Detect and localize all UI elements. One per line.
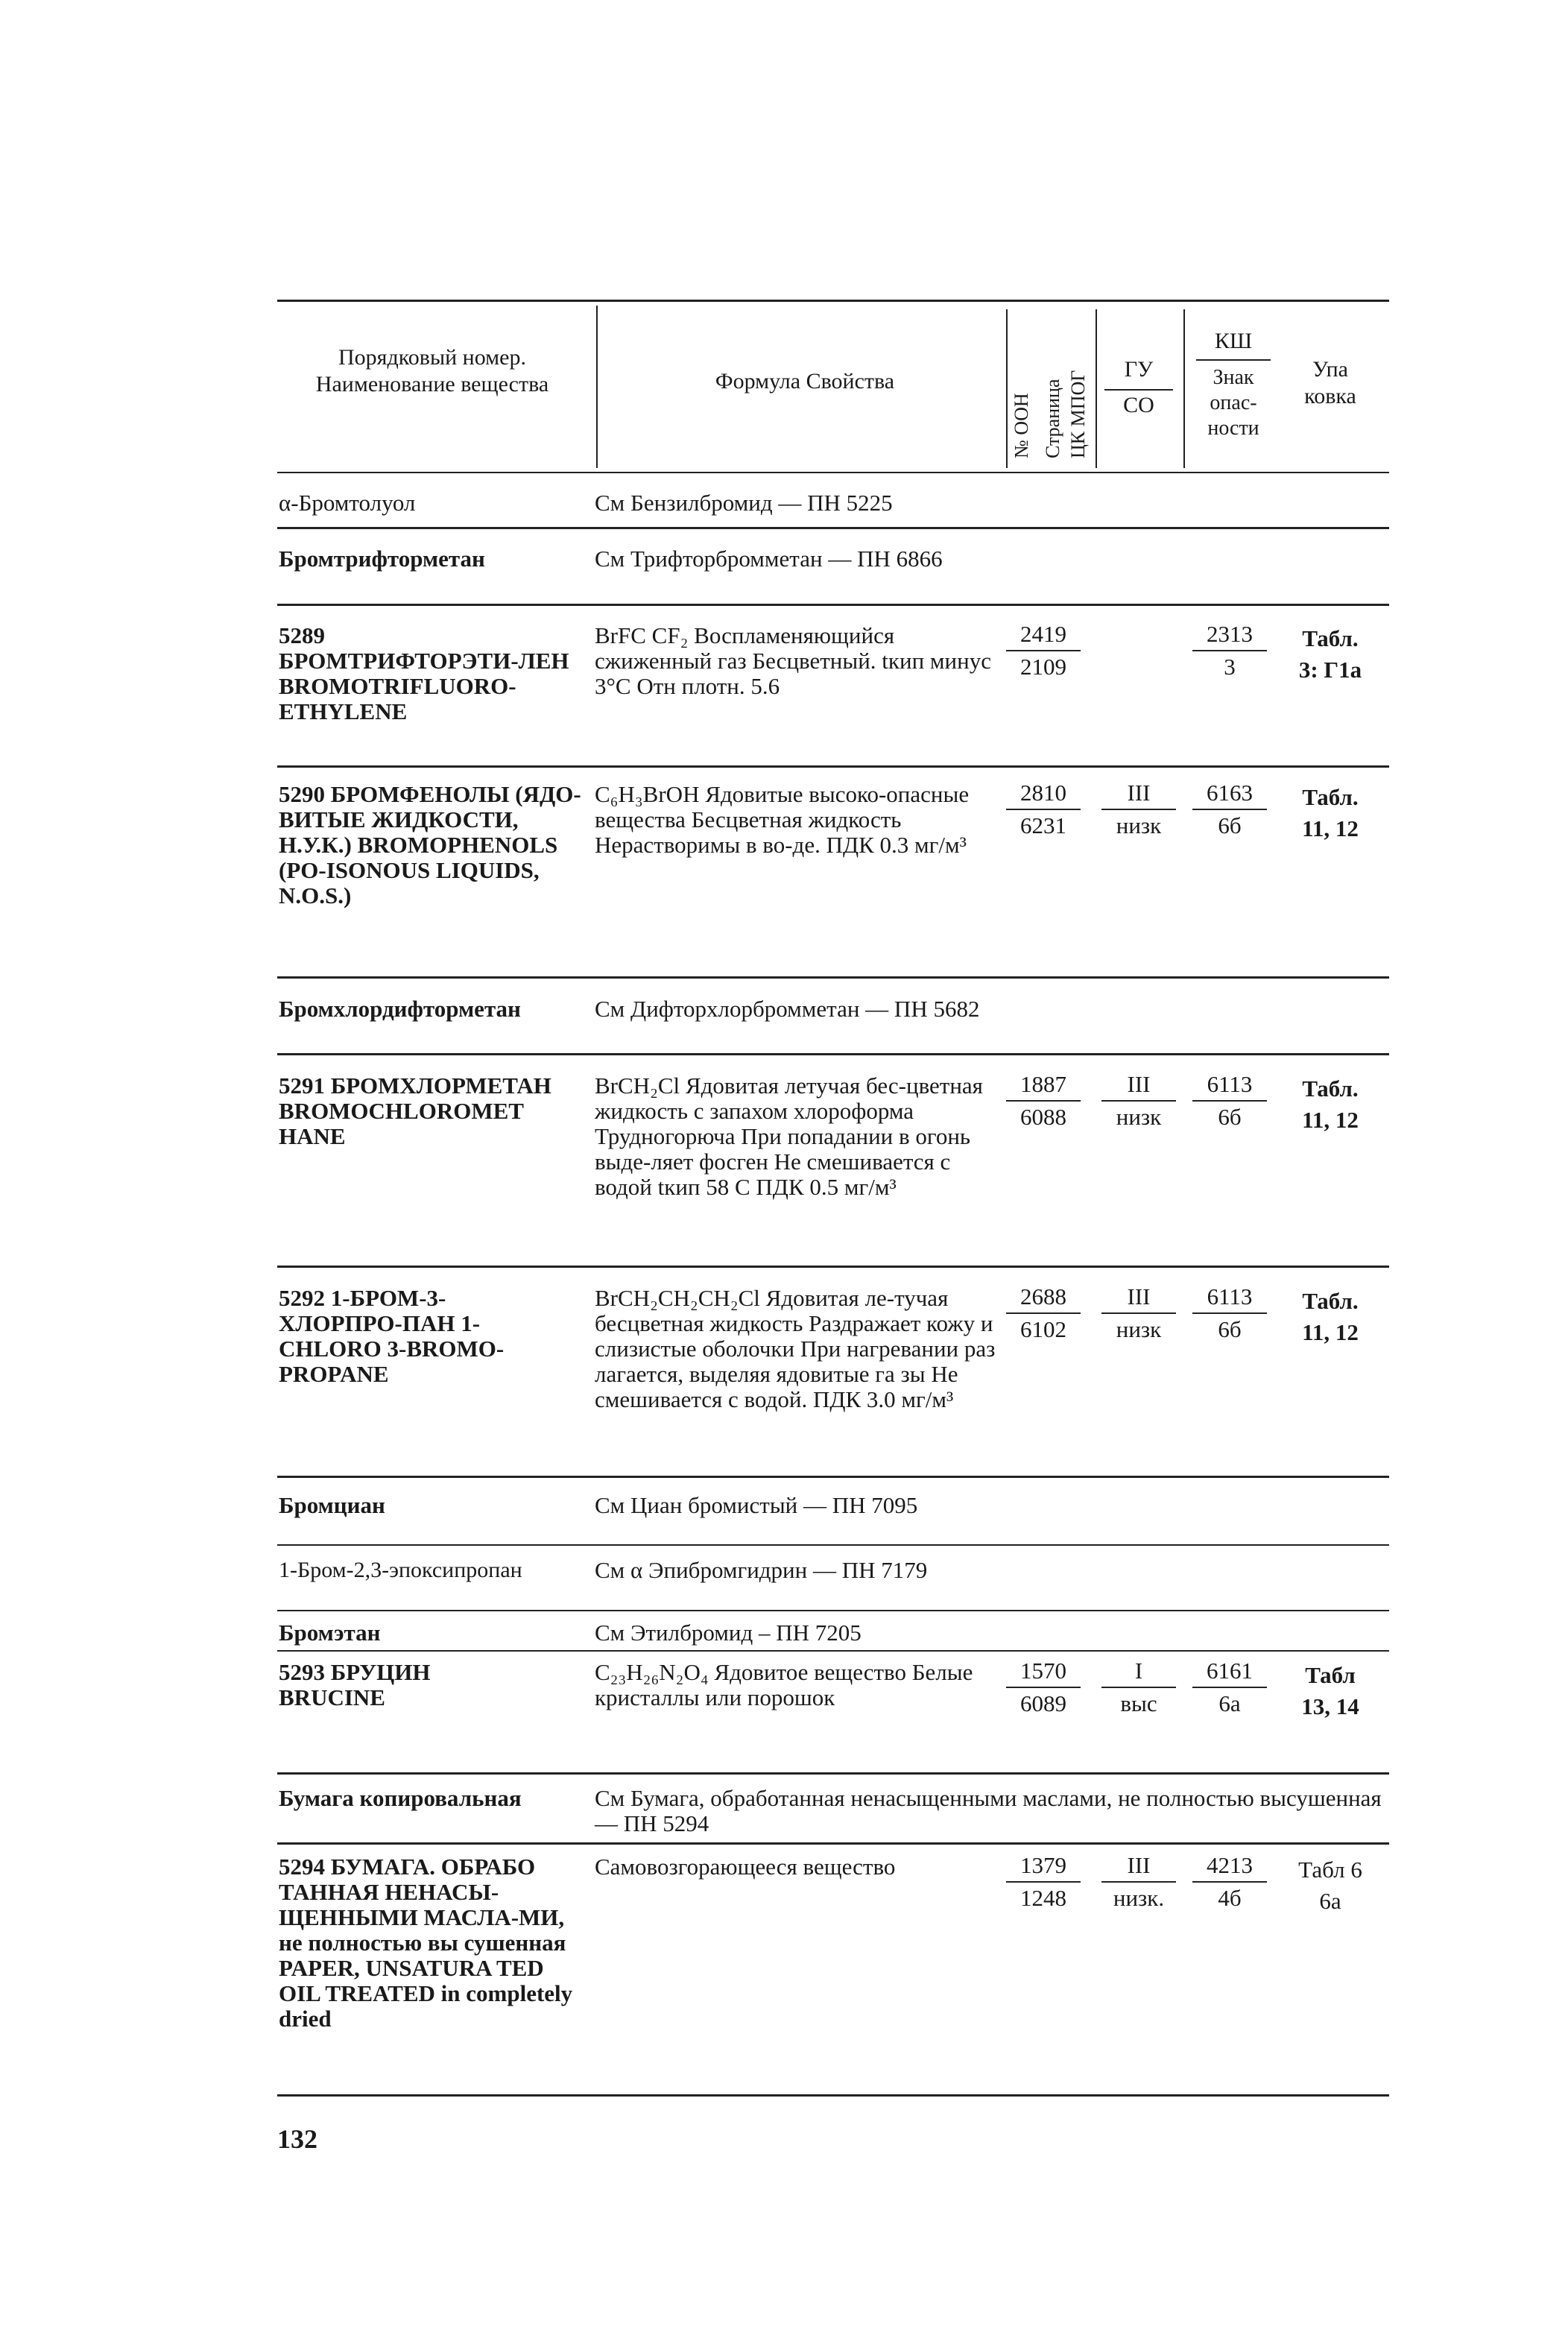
page-number: 6102 — [1020, 1316, 1066, 1342]
header-packaging: Упа ковка — [1304, 357, 1356, 408]
header-number-name: Порядковый номер. Наименование вещества — [315, 345, 549, 396]
row-name: Бумага копировальная — [279, 1785, 522, 1811]
row-properties: См Бумага, обработанная ненасыщенными маслами, не полностью высушенная — ПН 5294 — [595, 1785, 1382, 1836]
header-co: СО — [1123, 393, 1154, 417]
header-formula-properties: Формула Свойства — [715, 369, 895, 394]
ksh-sign — [1192, 1283, 1267, 1344]
row-name: 5290 БРОМФЕНОЛЫ (ЯДО-ВИТЫЕ ЖИДКОСТИ, Н.У.К.) BROMOPHENOLS (PO-ISONOUS LIQUIDS, N.O.S.) — [279, 781, 581, 909]
page-number: 1248 — [1020, 1885, 1066, 1911]
un-number: 1570 — [1006, 1657, 1081, 1688]
row-name: α-Бромтолуол — [279, 490, 416, 516]
un-page-number — [1006, 1283, 1081, 1344]
header-ksh-divider — [1196, 359, 1271, 361]
row-name: 5289 БРОМТРИФТОРЭТИ-ЛЕН BROMOTRIFLUORO-ETHYLENE — [279, 622, 569, 724]
packaging: Табл 13, 14 — [1301, 1662, 1359, 1719]
gu-value: I — [1101, 1657, 1176, 1688]
ksh-sign — [1192, 620, 1267, 681]
row-properties: См Дифторхлорбромметан — ПН 5682 — [595, 996, 980, 1022]
row-name: Бромэтан — [279, 1620, 381, 1646]
gu-value: III — [1101, 1851, 1176, 1883]
ksh-sign — [1192, 1851, 1267, 1912]
page-number: 6088 — [1020, 1104, 1066, 1130]
un-number: 2810 — [1006, 779, 1081, 810]
row-properties: См Циан бромистый — ПН 7095 — [595, 1492, 918, 1518]
packaging: Табл. 11, 12 — [1302, 1288, 1359, 1345]
un-number: 1887 — [1006, 1070, 1081, 1102]
row-name: 5291 БРОМХЛОРМЕТАН BROMOCHLOROMET HANE — [279, 1072, 551, 1149]
row-properties: BrCH₂CH₂CH₂Cl Ядовитая ле-тучая бесцветная жидкость Раздражает кожу и слизистые оболочки При нагревании раз лагается, выделяя ядовитые га зы Не смешивается с водой. ПДК 3.0 мг/м³ — [595, 1285, 996, 1412]
row-name: 1-Бром-2,3-эпоксипропан — [279, 1558, 522, 1582]
header-ksh: КШ — [1214, 329, 1253, 353]
gu-co — [1101, 1283, 1176, 1344]
danger-sign: 4б — [1218, 1885, 1242, 1911]
danger-sign: 6б — [1218, 1316, 1242, 1342]
row-name: Бромхлордифторметан — [279, 996, 521, 1022]
un-page-number — [1006, 620, 1081, 681]
co-value: низк — [1116, 812, 1162, 838]
co-value: выс — [1120, 1690, 1157, 1716]
row-properties: Самовозгорающееся вещество — [595, 1854, 896, 1880]
co-value: низк — [1116, 1104, 1162, 1130]
header-un-number: № ООН — [1011, 393, 1032, 458]
ksh-code: 6161 — [1192, 1657, 1267, 1688]
gu-co — [1101, 779, 1176, 840]
un-page-number — [1006, 779, 1081, 840]
row-properties: См Трифторбромметан — ПН 6866 — [595, 546, 943, 572]
gu-value: III — [1101, 1070, 1176, 1102]
header-sign: Знак опас-ности — [1207, 366, 1259, 440]
gu-co — [1101, 1851, 1176, 1912]
packaging: Табл 6 6а — [1298, 1857, 1362, 1914]
un-number: 2419 — [1006, 620, 1081, 651]
row-name: Бромциан — [279, 1492, 385, 1518]
row-name: 5294 БУМАГА. ОБРАБО ТАННАЯ НЕНАСЫ-ЩЕННЫМИ МАСЛА-МИ, не полностью вы сушенная PAPER, UNSATURA TED OIL TREATED in completely dried — [279, 1854, 573, 2032]
header-gu: ГУ — [1124, 357, 1154, 382]
gu-co — [1101, 1657, 1176, 1718]
row-properties: См α Эпибромгидрин — ПН 7179 — [595, 1557, 928, 1583]
row-properties: См Этилбромид – ПН 7205 — [595, 1620, 862, 1646]
page-number: 6231 — [1020, 812, 1066, 838]
gu-value: III — [1101, 1283, 1176, 1314]
gu-co — [1101, 1070, 1176, 1131]
packaging: Табл. 11, 12 — [1302, 784, 1359, 841]
co-value: низк. — [1113, 1885, 1165, 1911]
danger-sign: 6б — [1218, 1104, 1242, 1130]
un-page-number — [1006, 1657, 1081, 1718]
row-properties: BrCH₂Cl Ядовитая летучая бес-цветная жидкость с запахом хлороформа Трудногорюча При попадании в огонь выде-ляет фосген Не смешивается с водой tкип 58 С ПДК 0.5 мг/м³ — [595, 1072, 983, 1200]
ksh-sign — [1192, 1657, 1267, 1718]
danger-sign: 3 — [1224, 654, 1236, 680]
row-properties: C₆H₃BrOH Ядовитые высоко-опасные вещества Бесцветная жидкость Нерастворимы в во-де. ПДК 0.3 мг/м³ — [595, 781, 970, 858]
danger-sign: 6а — [1218, 1690, 1241, 1716]
ksh-code: 6113 — [1192, 1283, 1267, 1314]
page-number: 2109 — [1020, 654, 1066, 680]
page-number: 6089 — [1020, 1690, 1066, 1716]
page-number: 132 — [277, 2124, 317, 2154]
row-properties: BrFC CF₂ Воспламеняющийся сжиженный газ Бесцветный. tкип минус 3°С Отн плотн. 5.6 — [595, 622, 991, 699]
danger-sign: 6б — [1218, 812, 1242, 838]
row-name: 5293 БРУЦИН BRUCINE — [279, 1659, 431, 1710]
ksh-code: 6163 — [1192, 779, 1267, 810]
gu-value: III — [1101, 779, 1176, 810]
un-page-number — [1006, 1070, 1081, 1131]
header-gu-divider — [1104, 389, 1173, 391]
row-properties: C₂₃H₂₆N₂O₄ Ядовитое вещество Белые кристаллы или порошок — [595, 1659, 973, 1710]
ksh-code: 4213 — [1192, 1851, 1267, 1883]
un-page-number — [1006, 1851, 1081, 1912]
co-value: низк — [1116, 1316, 1162, 1342]
ksh-code: 6113 — [1192, 1070, 1267, 1102]
un-number: 2688 — [1006, 1283, 1081, 1314]
ksh-sign — [1192, 1070, 1267, 1131]
packaging: Табл. 3: Г1а — [1298, 625, 1362, 683]
header-page: Страница — [1042, 379, 1063, 458]
row-properties: См Бензилбромид — ПН 5225 — [595, 490, 893, 516]
ksh-sign — [1192, 779, 1267, 840]
row-name: 5292 1-БРОМ-3-ХЛОРПРО-ПАН 1-CHLORO 3-BROMO-PROPANE — [279, 1285, 505, 1387]
row-name: Бромтрифторметан — [279, 546, 485, 572]
packaging: Табл. 11, 12 — [1302, 1075, 1359, 1133]
ksh-code: 2313 — [1192, 620, 1267, 651]
header-ck-mpog: ЦК МПОГ — [1067, 370, 1089, 458]
un-number: 1379 — [1006, 1851, 1081, 1883]
